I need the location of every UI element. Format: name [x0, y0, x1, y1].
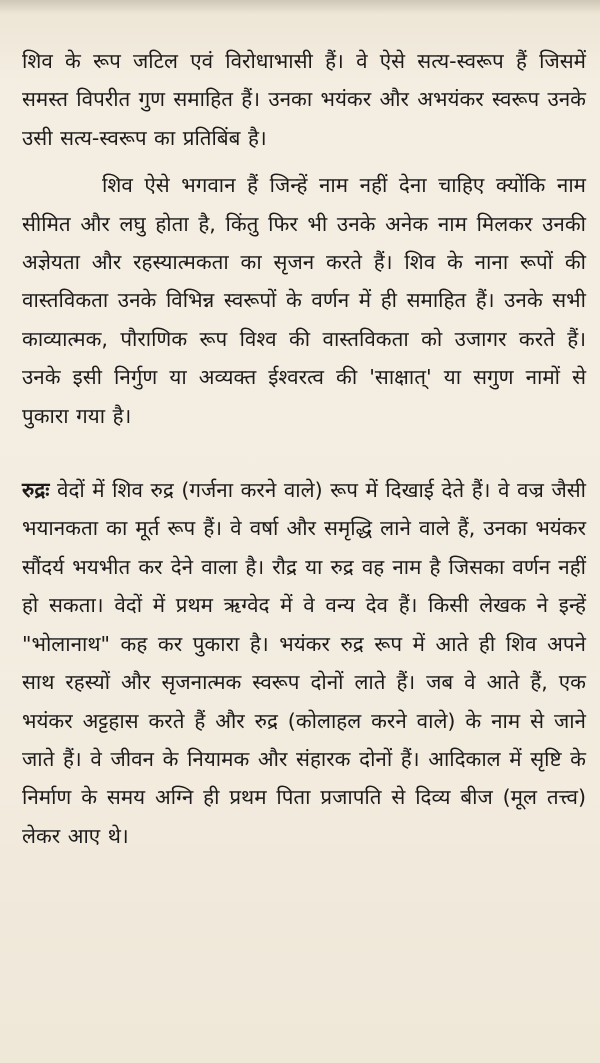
paragraph-rudra-body: वेदों में शिव रुद्र (गर्जना करने वाले) रूप में दिखाई देते हैं। वे वज्र जैसी भयानकता का मूर्त रूप हैं। वे वर्षा और समृद्धि लाने वाले हैं, उनका भयंकर सौंदर्य भयभीत कर देने वाला है। रौद्र या रुद्र वह नाम है जिसका वर्णन नहीं हो सकता। वेदों में प्रथम ऋग्वेद में वे वन्य देव हैं। किसी लेखक ने इन्हें "भोलानाथ" कह कर पुकारा है। भयंकर रुद्र रूप में आते ही शिव अपने साथ रहस्यों और सृजनात्मक स्वरूप दोनों लाते हैं। जब वे आते हैं, एक भयंकर अट्टहास करते हैं और रुद्र (कोलाहल करने वाले) के नाम से जाने जाते हैं। वे जीवन के नियामक और संहारक दोनों हैं। आदिकाल में सृष्टि के निर्माण के समय अग्नि ही प्रथम पिता प्रजापति से दिव्य बीज (मूल तत्त्व) लेकर आए थे। [22, 478, 586, 848]
paragraph-names: शिव ऐसे भगवान हैं जिन्हें नाम नहीं देना चाहिए क्योंकि नाम सीमित और लघु होता है, किंतु फिर भी उनके अनेक नाम मिलकर उनकी अज्ञेयता और रहस्यात्मकता का सृजन करते हैं। शिव के नाना रूपों की वास्तविकता उनके विभिन्न स्वरूपों के वर्णन में ही समाहित हैं। उनके सभी काव्यात्मक, पौराणिक रूप विश्व की वास्तविकता को उजागर करते हैं। उनके इसी निर्गुण या अव्यक्त ईश्वरत्व की 'साक्षात्' या सगुण नामों से पुकारा गया है। [22, 173, 586, 428]
paragraph-rudra [22, 471, 586, 855]
section-heading-rudra: रुद्रः [22, 478, 50, 503]
paragraph-intro: शिव के रूप जटिल एवं विरोधाभासी हैं। वे ऐसे सत्य-स्वरूप हैं जिसमें समस्त विपरीत गुण समाहित हैं। उनका भयंकर और अभयंकर स्वरूप उनके उसी सत्य-स्वरूप का प्रतिबिंब है। [22, 49, 586, 150]
